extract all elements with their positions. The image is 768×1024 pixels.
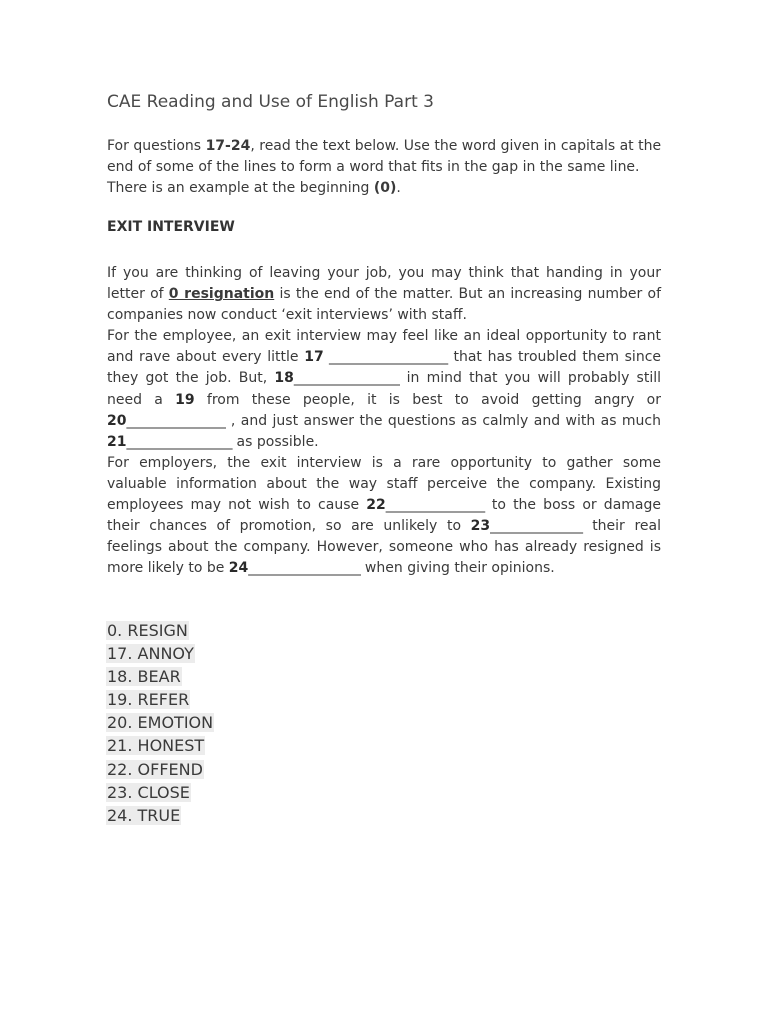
gap-number-20: 20 [107, 412, 127, 429]
text-title: EXIT INTERVIEW [107, 219, 235, 235]
word-list [106, 619, 214, 827]
passage-text: from these people, it is best to avoid getting angry or [194, 391, 661, 408]
instructions [107, 136, 663, 199]
word-list-item: 0. RESIGN [107, 621, 188, 640]
example-marker: (0) [373, 180, 397, 196]
passage-text: their real feelings about the company. However, someone who has already resigned is more likely to be [107, 518, 661, 577]
passage-text: in mind that you will probably still need a [107, 370, 662, 408]
passage-text: is the end of the matter. But an increasing number of companies now conduct ‘exit interviews’ with staff. [107, 286, 661, 324]
passage-paragraph-3 [107, 453, 661, 580]
passage-text: , and just answer the questions as calmly and with as much [225, 412, 661, 429]
word-list-item: 21. HONEST [107, 736, 205, 756]
gap-number-17: 17 [304, 349, 324, 366]
gap-blank-23: ______________ [490, 518, 583, 535]
gap-number-23: 23 [470, 518, 491, 535]
page-title: CAE Reading and Use of English Part 3 [107, 92, 434, 112]
word-list-item: 20. EMOTION [107, 713, 214, 733]
passage-text: to the boss or damage their chances of promotion, so are unlikely to [107, 497, 661, 535]
passage-text: For the employee, an exit interview may feel like an ideal opportunity to rant and rave about every little [107, 328, 661, 366]
passage-text: For employers, the exit interview is a rare opportunity to gather some valuable information about the way staff perceive the company. Existing employees may not wish to cause [107, 454, 661, 514]
passage-text: that has troubled them since they got the job. But, [107, 349, 662, 387]
word-list-item: 18. BEAR [107, 667, 181, 687]
example-answer: 0 resignation [168, 286, 275, 303]
gap-blank-24: _________________ [248, 560, 361, 577]
passage [107, 263, 661, 579]
gap-blank-21: ________________ [126, 433, 233, 450]
gap-number-22: 22 [366, 497, 386, 514]
word-list-item: 17. ANNOY [107, 644, 194, 664]
passage-text: when giving their opinions. [360, 560, 555, 577]
instructions-text: , read the text below. Use the word given in capitals at the end of some of the lines to form a word that fits in the gap in the same line. There is an example at the beginning [107, 138, 662, 196]
passage-paragraph-2 [107, 326, 661, 453]
gap-number-18: 18 [274, 370, 294, 387]
instructions-text: . [396, 180, 401, 196]
passage-text: as possible. [232, 433, 319, 450]
instructions-text: For questions [107, 138, 206, 154]
question-range: 17-24 [205, 138, 251, 154]
passage-text: If you are thinking of leaving your job, you may think that handing in your letter of [107, 265, 661, 303]
gap-blank-22: _______________ [385, 497, 485, 514]
passage-paragraph-1 [107, 263, 661, 326]
gap-number-21: 21 [107, 433, 127, 450]
word-list-item: 24. TRUE [107, 805, 181, 825]
word-list-item: 23. CLOSE [107, 782, 190, 802]
gap-blank-17: __________________ [323, 349, 448, 366]
gap-blank-20: _______________ [126, 412, 226, 429]
gap-number-19: 19 [175, 391, 195, 408]
gap-blank-18: ________________ [293, 370, 400, 387]
gap-number-24: 24 [228, 560, 249, 577]
word-list-item: 19. REFER [107, 690, 190, 710]
word-list-item: 22. OFFEND [107, 759, 203, 779]
